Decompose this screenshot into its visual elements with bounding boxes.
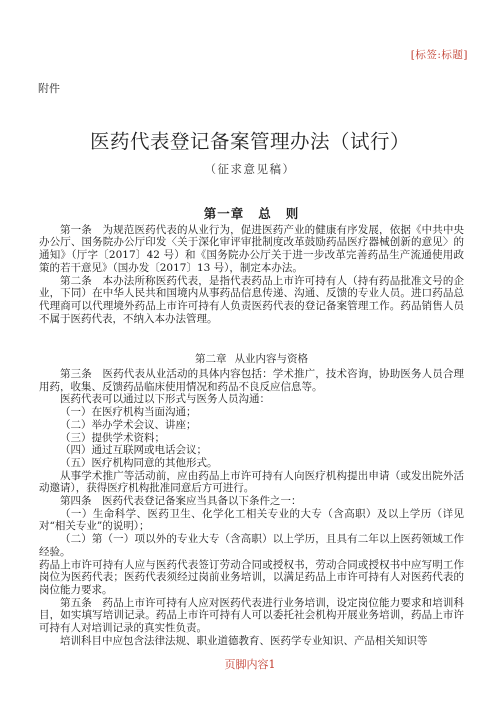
- article-paragraph: （二）第（一）项以外的专业大专（含高职）以上学历，且具有二年以上医药领域工作经验。: [39, 533, 464, 558]
- chapter-two-content: [39, 368, 464, 647]
- article-paragraph: 医药代表可以通过以下形式与医务人员沟通：: [60, 393, 270, 406]
- article-paragraph: 从事学术推广等活动前，应由药品上市许可持有人向医疗机构提出申请（或发出院外活动邀请），获得医疗机构批准同意后方可进行。: [39, 469, 464, 495]
- article-paragraph: 药品上市许可持有人应与医药代表签订劳动合同或授权书，劳动合同或授权书中应写明工作岗位为医药代表；医药代表须经过岗前业务培训，以满足药品上市许可持有人对医药代表的岗位能力要求。: [39, 558, 464, 596]
- article-paragraph: 第五条 药品上市许可持有人应对医药代表进行业务培训，设定岗位能力要求和培训科目，如实填写培训记录。药品上市许可持有人可以委托社会机构开展业务培训，药品上市许可持有人对培训记录的真实性负责。: [39, 596, 464, 635]
- article-paragraph: 第一条 为规范医药代表的从业行为，促进医药产业的健康有序发展，依据《中共中央办公厅、国务院办公厅印发〈关于深化审评审批制度改革鼓励药品医疗器械创新的意见〉的通知》（厅字〔2017〕42 号）和《国务院办公厅关于进一步改革完善药品生产流通使用政策的若干意见》（国办发〔2017〕13 号），制定本办法。: [39, 223, 464, 274]
- article-paragraph: （五）医疗机构同意的其他形式。: [60, 456, 218, 469]
- page-footer: 页脚内容1: [224, 658, 276, 671]
- chapter-name: 总: [258, 206, 272, 221]
- document-subtitle: （征求意见稿）: [204, 162, 296, 176]
- chapter-heading: [39, 353, 464, 366]
- article-paragraph: 第二条 本办法所称医药代表，是指代表药品上市许可持有人（持有药品批准文号的企业，下同）在中华人民共和国境内从事药品信息传递、沟通、反馈的专业人员。进口药品总代理商可以代理境外药品上市许可持有人负责医药代表的登记备案管理工作。药品销售人员不属于医药代表，不纳入本办法管理。: [39, 274, 464, 325]
- article-paragraph: （一）生命科学、医药卫生、化学化工相关专业的大专（含高职）及以上学历（详见对“相关专业”的说明）；: [39, 507, 464, 533]
- chapter-name: 从业内容与资格: [234, 353, 308, 366]
- article-paragraph: （四）通过互联网或电话会议；: [60, 444, 207, 457]
- article-paragraph: （三）提供学术资料；: [60, 431, 165, 444]
- header-tag: [标签:标题]: [410, 49, 468, 61]
- article-paragraph: 第四条 医药代表登记备案应当具备以下条件之一：: [60, 495, 302, 508]
- article-paragraph: （一）在医疗机构当面沟通；: [60, 406, 197, 419]
- chapter-number: 第二章: [195, 353, 227, 366]
- chapter-heading: [39, 208, 464, 221]
- document-title: 医药代表登记备案管理办法（试行）: [89, 130, 410, 153]
- article-paragraph: （二）举办学术会议、讲座；: [60, 418, 197, 431]
- article-paragraph: 第三条 医药代表从业活动的具体内容包括：学术推广，技术咨询，协助医务人员合理用药，收集、反馈药品临床使用情况和药品不良反应信息等。: [39, 368, 464, 393]
- chapter-name-2: 则: [285, 206, 300, 221]
- document-body: [39, 208, 464, 648]
- chapter-number: 第一章: [203, 206, 245, 221]
- article-paragraph: 培训科目中应包含法律法规、职业道德教育、医药学专业知识、产品相关知识等: [60, 634, 428, 647]
- attachment-label: 附件: [38, 82, 60, 95]
